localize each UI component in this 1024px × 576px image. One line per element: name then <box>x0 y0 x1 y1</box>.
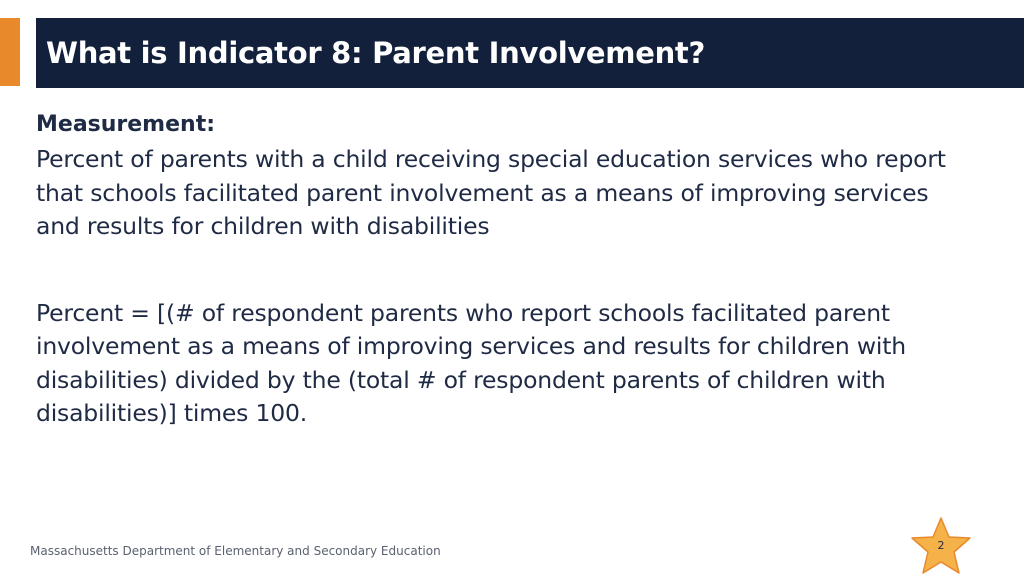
measurement-definition: Percent of parents with a child receiving special education services who report that schools facilitated parent involvement as a means of improving services and results for children with disabilities <box>36 145 946 240</box>
footer-organization: Massachusetts Department of Elementary and Secondary Education <box>30 544 441 558</box>
slide-title: What is Indicator 8: Parent Involvement? <box>46 36 706 70</box>
accent-bar <box>0 18 20 86</box>
page-number: 2 <box>937 539 945 552</box>
slide-content <box>36 112 976 431</box>
measurement-heading: Measurement: <box>36 112 216 137</box>
title-bar <box>36 18 1024 88</box>
measurement-formula: Percent = [(# of respondent parents who report schools facilitated parent involvement as a means of improving services and results for children with disabilities) divided by the (total # of respondent parents of children with disabilities)] times 100. <box>36 298 906 427</box>
